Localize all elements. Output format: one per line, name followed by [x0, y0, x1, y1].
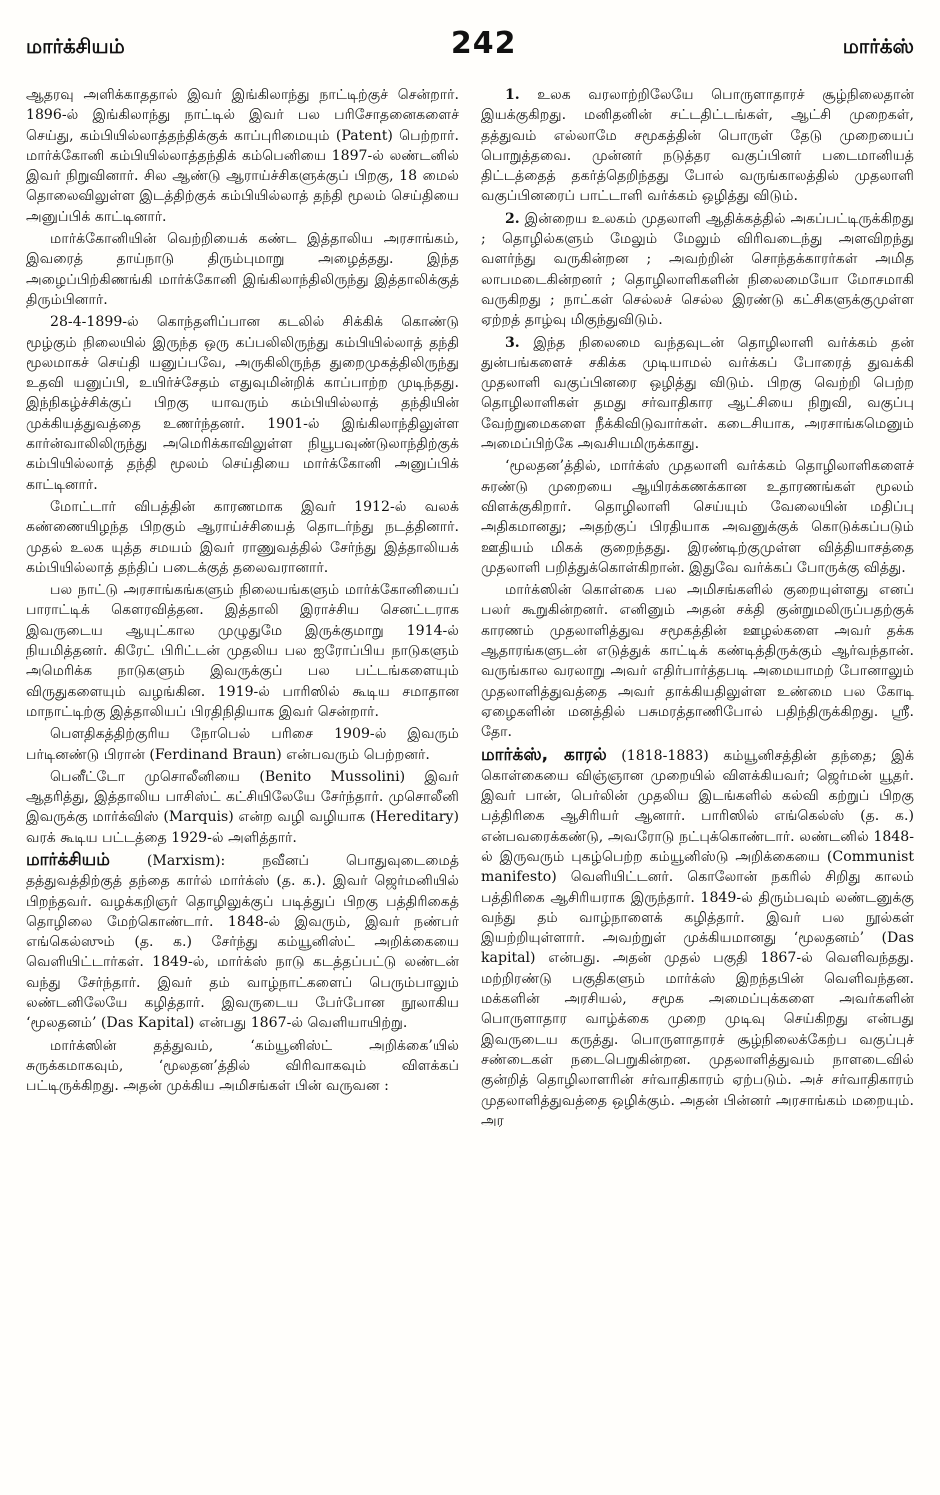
paragraph: ஆதரவு அளிக்காததால் இவர் இங்கிலாந்து நாட்டிற்குச் சென்றார். 1896-ல் இங்கிலாந்து நாட்டில் இவர் பல பரிசோதனைகளைச் செய்து, கம்பியில்லாத்தந்திக்குக் காப்புரிமையும் (Patent) பெற்றார். மார்க்கோனி கம்பியில்லாத்தந்திக் கம்பெனியை 1897-ல் லண்டனில் இவர் நிறுவினார். சில ஆண்டு ஆராய்ச்சிகளுக்குப் பிறகு, 18 மைல் தொலைவிலுள்ள இடத்திற்குக் கம்பியில்லாத் தந்தி மூலம் செய்தியை அனுப்பிக் காட்டினார்.: [26, 87, 459, 225]
running-header: [26, 26, 914, 73]
point-text: இந்த நிலைமை வந்தவுடன் தொழிலாளி வர்க்கம் தன் துன்பங்களைச் சகிக்க முடியாமல் வர்க்கப் போரைத் துவக்கி முதலாளி வகுப்பினரை ஒழித்து விடும். பிறகு வெற்றி பெற்ற தொழிலாளிகள் தமது சர்வாதிகார ஆட்சியை நிறுவி, வகுப்பு வேற்றுமைகளை நீக்கிவிடுவார்கள். கடைசியாக, அரசாங்கமெனும் அமைப்பிற்கே அவசியமிருக்காது.: [481, 334, 914, 453]
point-number: 2.: [505, 210, 520, 227]
point-text: இன்றைய உலகம் முதலாளி ஆதிக்கத்தில் அகப்பட்டிருக்கிறது ; தொழில்களும் மேலும் மேலும் விரிவடைந்து அளவிறந்து வளர்ந்து வருகின்றன ; அவற்றின் சொந்தக்காரர்கள் அமித லாபமடைகின்றனர் ; தொழிலாளிகளின் நிலைமையோ மோசமாகி வருகிறது ; நாட்கள் செல்லச் செல்ல இரண்டு கட்சிகளுக்குமுள்ள ஏற்றத் தாழ்வு மிகுந்துவிடும்.: [481, 210, 914, 329]
header-right-guideword: மார்க்ஸ்: [842, 34, 914, 58]
point-text: உலக வரலாற்றிலேயே பொருளாதாரச் சூழ்நிலைதான் இயக்குகிறது. மனிதனின் சட்டதிட்டங்கள், ஆட்சி முறைகள், தத்துவம் எல்லாமே சமூகத்தின் பொருள் தேடு முறையைப் பொறுத்தவை. முன்னர் நடுத்தர வகுப்பினர் படைமானியத் திட்டத்தைத் தகர்த்தெறிந்தது போல் வருங்காலத்தில் முதலாளி வகுப்பினரைப் பாட்டாளி வர்க்கம் ஒழித்து விடும்.: [481, 87, 914, 205]
paragraph: பெனீட்டோ முசொலீனியை (Benito Mussolini) இவர் ஆதரித்து, இத்தாலிய பாசிஸ்ட் கட்சியிலேயே சேர்ந்தார். முசொலீனி இவருக்கு மார்க்விஸ் (Marquis) என்ற வழி வழியாக (Hereditary) வரக் கூடிய பட்டத்தை 1929-ல் அளித்தார்.: [26, 768, 459, 846]
entry-marxism: [26, 850, 459, 1034]
point-number: 1.: [505, 87, 520, 103]
paragraph: பௌதிகத்திற்குரிய நோபெல் பரிசை 1909-ல் இவரும் பர்டினண்டு பிரான் (Ferdinand Braun) என்பவரும் பெற்றனர்.: [26, 726, 459, 763]
entry-headword-marxism: மார்க்சியம்: [26, 849, 110, 870]
entry-text-marx: (1818-1883) கம்யூனிசத்தின் தந்தை; இக் கொள்கையை விஞ்ஞான முறையில் விளக்கியவர்; ஜெர்மன் யூதர். இவர் பான், பெர்லின் முதலிய இடங்களில் கல்வி கற்றுப் பிறகு பத்திரிகை ஆசிரியர் ஆனார். பாரிஸில் எங்கெல்ஸ் (த. க.) என்பவரைக்கண்டு, அவரோடு நட்புக்கொண்டார். லண்டனில் 1848-ல் இருவரும் புகழ்பெற்ற கம்யூனிஸ்டு அறிக்கையை (Communist manifesto) வெளியிட்டனர். கொலோன் நகரில் சிறிது காலம் பத்திரிகை ஆசிரியராக இருந்தார். 1849-ல் திரும்பவும் லண்டனுக்கு வந்து தம் வாழ்நாளைக் கழித்தார். இவர் பல நூல்கள் இயற்றியுள்ளார். அவற்றுள் முக்கியமானது ‘மூலதனம்’ (Das kapital) என்பது. அதன் முதல் பகுதி 1867-ல் வெளிவந்தது. மற்றிரண்டு பகுதிகளும் மார்க்ஸ் இறந்தபின் வெளிவந்தன. மக்களின் அரசியல், சமூக அமைப்புக்களை அவர்களின் பொருளாதார வாழ்க்கை முறை முடிவு செய்கிறது என்பது இவருடைய கருத்து. பொருளாதாரச் சூழ்நிலைக்கேற்ப வகுப்புச் சண்டைகள் நடைபெறுகின்றன. முதலாளித்துவம் நாளடைவில் குன்றித் தொழிலாளரின் சர்வாதிகாரம் ஏற்படும். அச் சர்வாதிகாரம் முதலாளித்துவத்தை ஒழிக்கும். அதன் பின்னர் அரசாங்கம் மறையும். அர: [481, 747, 914, 1129]
numbered-point: [481, 85, 914, 207]
left-column: [26, 85, 459, 1485]
entry-marx: [481, 745, 914, 1132]
point-number: 3.: [505, 334, 520, 351]
right-column: [481, 85, 914, 1485]
paragraph: பல நாட்டு அரசாங்கங்களும் நிலையங்களும் மார்க்கோனியைப் பாராட்டிக் கௌரவித்தன. இத்தாலி இராச்சிய செனட்டராக இவருடைய ஆயுட்கால முழுதுமே இருக்குமாறு 1914-ல் நியமித்தனர். கிரேட் பிரிட்டன் முதலிய பல ஐரோப்பிய நாடுகளும் அமெரிக்க நாடுகளும் இவருக்குப் பல பட்டங்களையும் விருதுகளையும் வழங்கின. 1919-ல் பாரிஸில் கூடிய சமாதான மாநாட்டிற்கு இத்தாலியப் பிரதிநிதியாக இவர் சென்றார்.: [26, 582, 459, 720]
paragraph: மார்க்ஸின் கொள்கை பல அமிசங்களில் குறையுள்ளது எனப் பலர் கூறுகின்றனர். எனினும் அதன் சக்தி குன்றுமலிருப்பதற்குக் காரணம் முதலாளித்துவ சமூகத்தின் ஊழல்களை அவர் தக்க ஆதாரங்களுடன் எடுத்துக் காட்டிக் கண்டித்திருக்கும் ஆர்வந்தான். வருங்கால வரலாறு அவர் எதிர்பார்த்தபடி அமையாமற் போனாலும் முதலாளித்துவத்தை அவர் தாக்கியதிலுள்ள உண்மை பல கோடி ஏழைகளின் மனத்தில் பசுமரத்தாணிபோல் பதிந்திருக்கிறது. ஸ்ரீ. தோ.: [481, 582, 914, 741]
paragraph: மார்க்ஸின் தத்துவம், ‘கம்யூனிஸ்ட் அறிக்கை’யில் சுருக்கமாகவும், ‘மூலதன’த்தில் விரிவாகவும் விளக்கப் பட்டிருக்கிறது. அதன் முக்கிய அமிசங்கள் பின் வருவன :: [26, 1037, 459, 1095]
paragraph: மோட்டார் விபத்தின் காரணமாக இவர் 1912-ல் வலக் கண்ணையிழந்த பிறகும் ஆராய்ச்சியைத் தொடர்ந்து நடத்தினார். முதல் உலக யுத்த சமயம் இவர் ராணுவத்தில் சேர்ந்து இத்தாலியக் கம்பியில்லாத் தந்திப் படைக்குத் தலைவரானார்.: [26, 498, 459, 576]
text-columns: [26, 85, 914, 1485]
numbered-point: [481, 333, 914, 455]
entry-text-marxism: (Marxism): நவீனப் பொதுவுடைமைத் தத்துவத்திற்குத் தந்தை கார்ல் மார்க்ஸ் (த. க.). இவர் ஜெர்மனியில் பிறந்தவர். வழக்கறிஞர் தொழிலுக்குப் படித்துப் பிறகு பத்திரிகைத் தொழிலை மேற்கொண்டார். 1848-ல் இவரும், இவர் நண்பர் எங்கெல்ஸும் (த. க.) சேர்ந்து கம்யூனிஸ்ட் அறிக்கையை வெளியிட்டார்கள். 1849-ல், மார்க்ஸ் நாடு கடத்தப்பட்டு லண்டன் வந்து சேர்ந்தார். இவர் தம் வாழ்நாட்களைப் பெரும்பாலும் லண்டனிலேயே கழித்தார். இவருடைய பேர்போன நூலாகிய ‘மூலதனம்’ (Das Kapital) என்பது 1867-ல் வெளியாயிற்று.: [26, 852, 459, 1032]
page-number: 242: [450, 26, 517, 61]
paragraph: மார்க்கோனியின் வெற்றியைக் கண்ட இத்தாலிய அரசாங்கம், இவரைத் தாய்நாடு திரும்புமாறு அழைத்தது. இந்த அழைப்பிற்கிணங்கி மார்க்கோனி இங்கிலாந்திலிருந்து இத்தாலிக்குத் திரும்பினார்.: [26, 231, 459, 308]
paragraph: ‘மூலதன’த்தில், மார்க்ஸ் முதலாளி வர்க்கம் தொழிலாளிகளைச் சுரண்டு முறையை ஆயிரக்கணக்கான உதாரணங்கள் மூலம் விளக்குகிறார். தொழிலாளி செய்யும் வேலையின் மதிப்பு அதிகமானது; அதற்குப் பிரதியாக அவனுக்குக் கொடுக்கப்படும் ஊதியம் மிகக் குறைந்தது. இரண்டிற்குமுள்ள வித்தியாசத்தை முதலாளி பறித்துக்கொள்கிறான். இதுவே வர்க்கப் போருக்கு வித்து.: [481, 458, 914, 576]
numbered-point: [481, 209, 914, 331]
entry-headword-marx: மார்க்ஸ், காரல்: [481, 744, 607, 765]
paragraph: 28-4-1899-ல் கொந்தளிப்பான கடலில் சிக்கிக் கொண்டு மூழ்கும் நிலையில் இருந்த ஒரு கப்பலிலிருந்து கம்பியில்லாத் தந்தி மூலமாகச் செய்தி யனுப்பவே, அருகிலிருந்த துறைமுகத்திலிருந்து உதவி யனுப்பி, உயிர்ச்சேதம் எதுவுமின்றிக் காப்பாற்ற முடிந்தது. இந்நிகழ்ச்சிக்குப் பிறகு யாவரும் கம்பியில்லாத் தந்தியின் முக்கியத்துவத்தை உணர்ந்தனர். 1901-ல் இங்கிலாந்திலுள்ள கார்ன்வாலிலிருந்து அமெரிக்காவிலுள்ள நியூபவுண்டுலாந்திற்குக் கம்பியில்லாத் தந்தி மூலம் செய்தியை மார்க்கோனி அனுப்பிக் காட்டினார்.: [26, 314, 459, 493]
header-left-guideword: மார்க்சியம்: [26, 34, 125, 58]
